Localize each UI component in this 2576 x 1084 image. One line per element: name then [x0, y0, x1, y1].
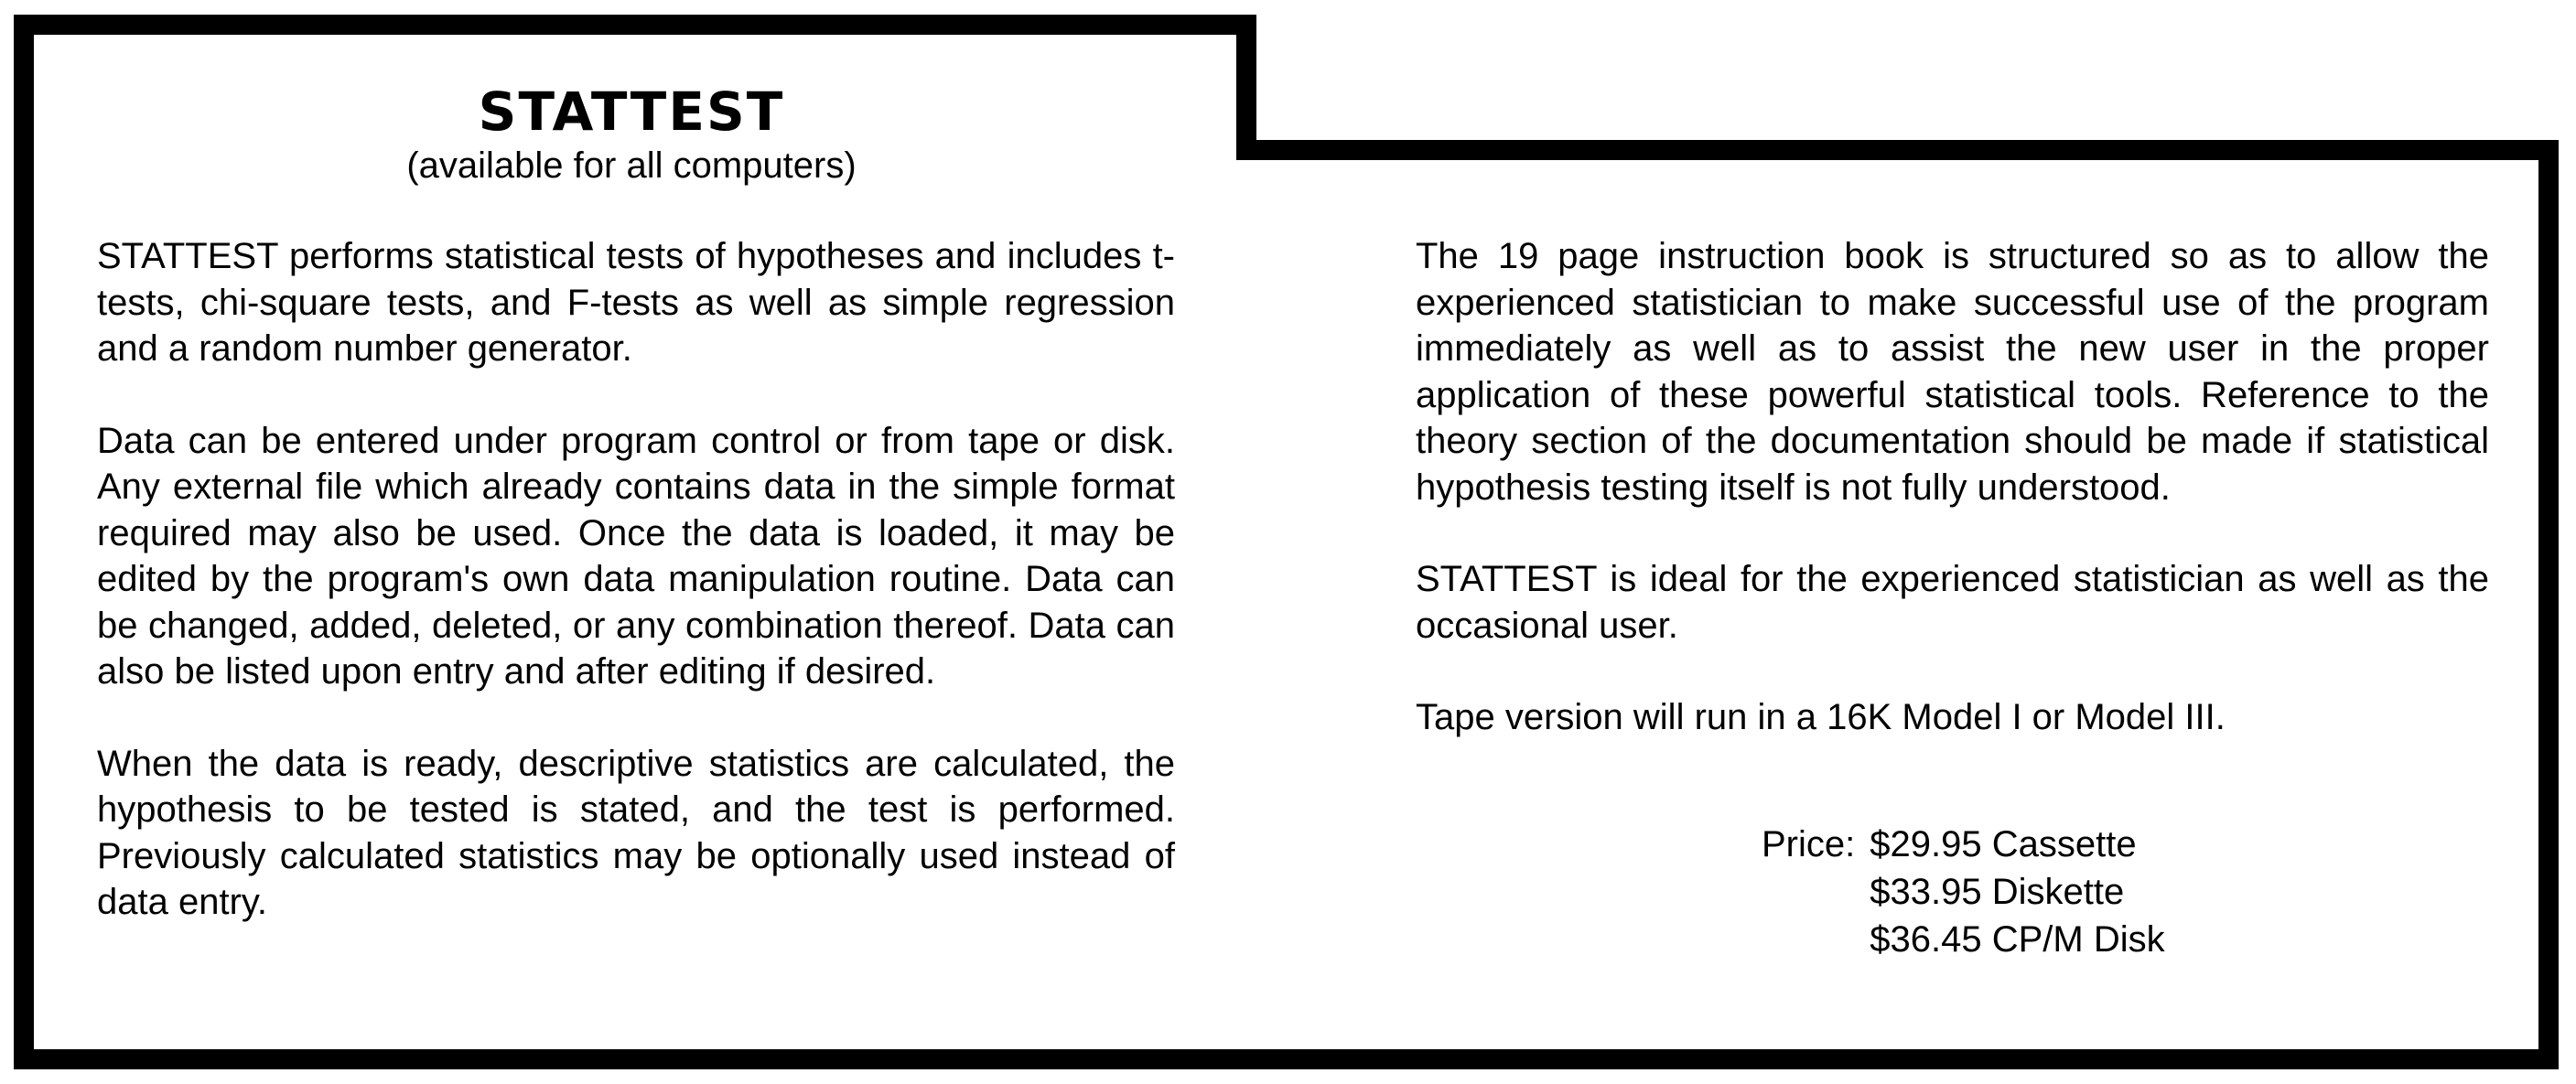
price-cpm-disk: $36.45 CP/M Disk: [1870, 919, 2165, 960]
left-column: [97, 233, 1175, 926]
price-label: Price:: [1762, 824, 1856, 864]
price-diskette: $33.95 Diskette: [1870, 872, 2125, 912]
paragraph-system-requirements: Tape version will run in a 16K Model I or Model III.: [1416, 697, 2226, 737]
paragraph-instruction-book: The 19 page instruction book is structured so as to allow the experienced statistician to make successful use of the program immediately as well as to assist the new user in the proper application of these powerful statistical tools. Reference to the theory section of the documentation should be made if statistical hypothesis testing itself is not fully understood.: [1416, 236, 2489, 508]
right-column: [1416, 233, 2489, 741]
paragraph-intro: STATTEST performs statistical tests of hypotheses and includes t-tests, chi-square tests, and F-tests as well as simple regression and a random number generator.: [97, 236, 1175, 369]
price-cassette: $29.95 Cassette: [1870, 824, 2137, 864]
paragraph-data-entry: Data can be entered under program control or from tape or disk. Any external file which already contains data in the simple format required may also be used. Once the data is loaded, it may be edited by the program's own data manipulation routine. Data can be changed, added, deleted, or any combination thereof. Data can also be listed upon entry and after editing if desired.: [97, 420, 1175, 692]
product-title: STATTEST: [478, 80, 785, 143]
header: [275, 80, 988, 188]
paragraph-statistics: When the data is ready, descriptive statistics are calculated, the hypothesis to be tested is stated, and the test is performed. Previously calculated statistics may be optionally used instead of data entry.: [97, 743, 1175, 922]
paragraph-ideal-user: STATTEST is ideal for the experienced statistician as well as the occasional user.: [1416, 559, 2489, 646]
product-subtitle: (available for all computers): [406, 145, 857, 186]
price-list: [1762, 821, 2165, 963]
